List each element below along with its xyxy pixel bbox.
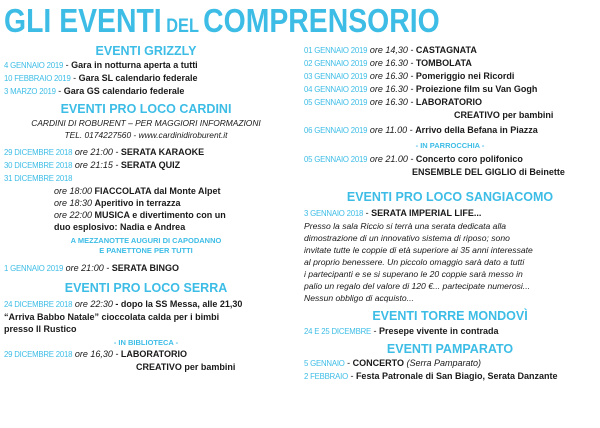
description-line: al proprio benessere. Un piccolo omaggio sarà dato a tutti xyxy=(304,257,525,267)
event-row: 29 DICEMBRE 2018 ore 16,30 - LABORATORIO xyxy=(4,349,188,359)
event-row: ore 18:30 Aperitivo in terrazza xyxy=(54,198,181,208)
right-column xyxy=(304,44,596,383)
description-line: Presso la sala Riccio si terrà una serata dedicata alla xyxy=(304,221,507,231)
note-line: E PANETTONE PER TUTTI xyxy=(99,246,193,255)
event-row: ore 18:00 FIACCOLATA dal Monte Alpet xyxy=(54,186,221,196)
event-row: 05 GENNAIO 2019 ore 21.00 - Concerto coro polifonico xyxy=(304,154,523,164)
event-row: 3 GENNAIO 2018 - SERATA IMPERIAL LIFE... xyxy=(304,208,482,218)
event-row: 05 GENNAIO 2019 ore 16.30 - LABORATORIO xyxy=(304,97,483,107)
description-line: Nessun obbligo di acquisto... xyxy=(304,293,414,303)
section-heading-serra: EVENTI PRO LOCO SERRA xyxy=(64,281,228,295)
event-line: “Arriva Babbo Natale” cioccolata calda per i bimbi xyxy=(4,312,220,322)
section-heading-sangiacomo: EVENTI PRO LOCO SANGIACOMO xyxy=(346,190,554,204)
subheading-biblioteca: - IN BIBLIOTECA - xyxy=(113,338,179,347)
info-line: CARDINI DI ROBURENT – PER MAGGIORI INFORMAZIONI xyxy=(31,118,261,128)
subheading-parrocchia: - IN PARROCCHIA - xyxy=(415,141,485,150)
description-line: invitate tutte le coppie di età superiore ai 35 anni interessate xyxy=(304,245,533,255)
event-row: 1 GENNAIO 2019 ore 21:00 - SERATA BINGO xyxy=(4,263,180,273)
event-line: presso Il Rustico xyxy=(4,324,77,334)
note-line: A MEZZANOTTE AUGURI DI CAPODANNO xyxy=(70,236,222,245)
event-row: ore 22:00 MUSICA e divertimento con un xyxy=(54,210,226,220)
event-line: CREATIVO per bambini xyxy=(454,110,554,120)
event-row: 03 GENNAIO 2019 ore 16.30 - Pomeriggio nei Ricordi xyxy=(304,71,515,81)
event-line: ENSEMBLE DEL GIGLIO di Beinette xyxy=(412,167,565,177)
event-row: 2 FEBBRAIO - Festa Patronale di San Biagio, Serata Danzante xyxy=(304,371,558,381)
left-column xyxy=(4,44,288,373)
event-row: 06 GENNAIO 2019 ore 11.00 - Arrivo della Befana in Piazza xyxy=(304,125,538,135)
event-row: 24 DICEMBRE 2018 ore 22:30 - dopo la SS Messa, alle 21,30 xyxy=(4,299,243,309)
event-row: 29 DICEMBRE 2018 ore 21:00 - SERATA KARAOKE xyxy=(4,147,205,157)
event-row: 4 GENNAIO 2019 - Gara in notturna aperta a tutti xyxy=(4,60,198,70)
section-heading-grizzly: EVENTI GRIZZLY xyxy=(95,44,197,58)
event-row: 04 GENNAIO 2019 ore 16.30 - Proiezione film su Van Gogh xyxy=(304,84,538,94)
event-row: 30 DICEMBRE 2018 ore 21:15 - SERATA QUIZ xyxy=(4,160,181,170)
event-row: 02 GENNAIO 2019 ore 16.30 - TOMBOLATA xyxy=(304,58,472,68)
section-heading-mondovi: EVENTI TORRE MONDOVÌ xyxy=(372,309,528,323)
description-line: i partecipanti e se si superano le 20 coppie sarà messo in xyxy=(304,269,523,279)
description-line: dimostrazione di un innovativo sistema di riposo; sono xyxy=(304,233,510,243)
page-title: GLI EVENTI DEL COMPRENSORIO xyxy=(4,2,440,39)
info-line: TEL. 0174227560 - www.cardinidiroburent.it xyxy=(64,130,228,140)
event-row: duo esplosivo: Nadia e Andrea xyxy=(54,222,186,232)
event-line: CREATIVO per bambini xyxy=(136,362,236,372)
event-row: 5 GENNAIO - CONCERTO (Serra Pamparato) xyxy=(304,358,482,368)
event-row: 3 MARZO 2019 - Gara GS calendario federale xyxy=(4,86,185,96)
event-date: 31 DICEMBRE 2018 xyxy=(4,174,73,183)
description-line: palio un regalo del valore di 120 €... partecipate numerosi... xyxy=(304,281,530,291)
section-heading-cardini: EVENTI PRO LOCO CARDINI xyxy=(60,102,232,116)
event-row: 01 GENNAIO 2019 ore 14,30 - CASTAGNATA xyxy=(304,45,477,55)
event-row: 24 E 25 DICEMBRE - Presepe vivente in contrada xyxy=(304,326,499,336)
event-row: 10 FEBBRAIO 2019 - Gara SL calendario federale xyxy=(4,73,198,83)
section-heading-pamparato: EVENTI PAMPARATO xyxy=(386,342,514,356)
